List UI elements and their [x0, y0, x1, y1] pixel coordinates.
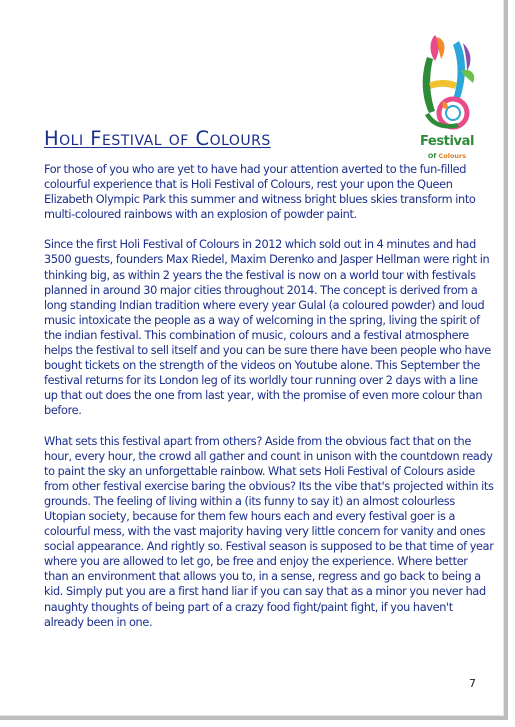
paragraph-intro: For those of you who are yet to have had your attention averted to the fun-filled colourful experience that is Holi Festival of Colours, rest your upon the Queen Elizabeth Olympic Park this summer and witness bright blues skies transform into multi-coloured rainbows with an explosion of powder paint. — [44, 163, 476, 222]
festival-logo — [415, 31, 479, 163]
page-number: 7 — [469, 677, 476, 690]
paragraph-vibe: What sets this festival apart from others? Aside from the obvious fact that on the hour, every hour, the crowd all gather and count in unison with the countdown ready to paint the sky an unforgettable rainbow. What sets Holi Festival of Colours aside from other festival exercise baring the obvious? Its the vibe that's projected within its grounds. The feeling of living within a (its funny to say it) an almost colourless Utopian society, because for them few hours each and every festival goer is a colourful mess, with the vast majority having very little concern for vanity and ones social appearance. And rightly so. Festival season is supposed to be that time of year where you are allowed to let go, be free and enjoy the experience. Where better than an environment that allows you to, in a sense, regress and go back to being a kid. Simply put you are a first hand liar if you can say that as a minor you never had naughty thoughts of being part of a crazy food fight/paint fight, if you haven't already been in one. — [44, 434, 494, 629]
logo-subtitle-of: Of — [427, 152, 437, 160]
logo-wordmark: Festival — [419, 134, 475, 149]
holi-festival-logo-icon — [415, 31, 479, 135]
logo-subtitle — [415, 152, 479, 160]
paragraph-history: Since the first Holi Festival of Colours in 2012 which sold out in 4 minutes and had 3500 guests, founders Max Riedel, Maxim Derenko and Jasper Hellman were right in thinking big, as within 2 years the the festival is now on a world tour with festivals planned in around 30 major cities throughout 2014. The concept is derived from a long standing Indian tradition where every year Gulal (a coloured powder) and loud music intoxicate the people as a way of welcoming in the spring, living the spirit of the indian festival. This combination of music, colours and a festival atmosphere helps the festival to sell itself and you can be sure there have been people who have bought tickets on the strength of the videos on Youtube alone. This September the festival returns for its London leg of its worldly tour running over 2 days with a line up that out does the one from last year, with the promise of even more colour than before. — [44, 238, 491, 418]
logo-subtitle-colours: Colours — [438, 152, 467, 160]
article-body — [44, 162, 494, 645]
article-title: Holi Festival of Colours — [44, 127, 271, 150]
